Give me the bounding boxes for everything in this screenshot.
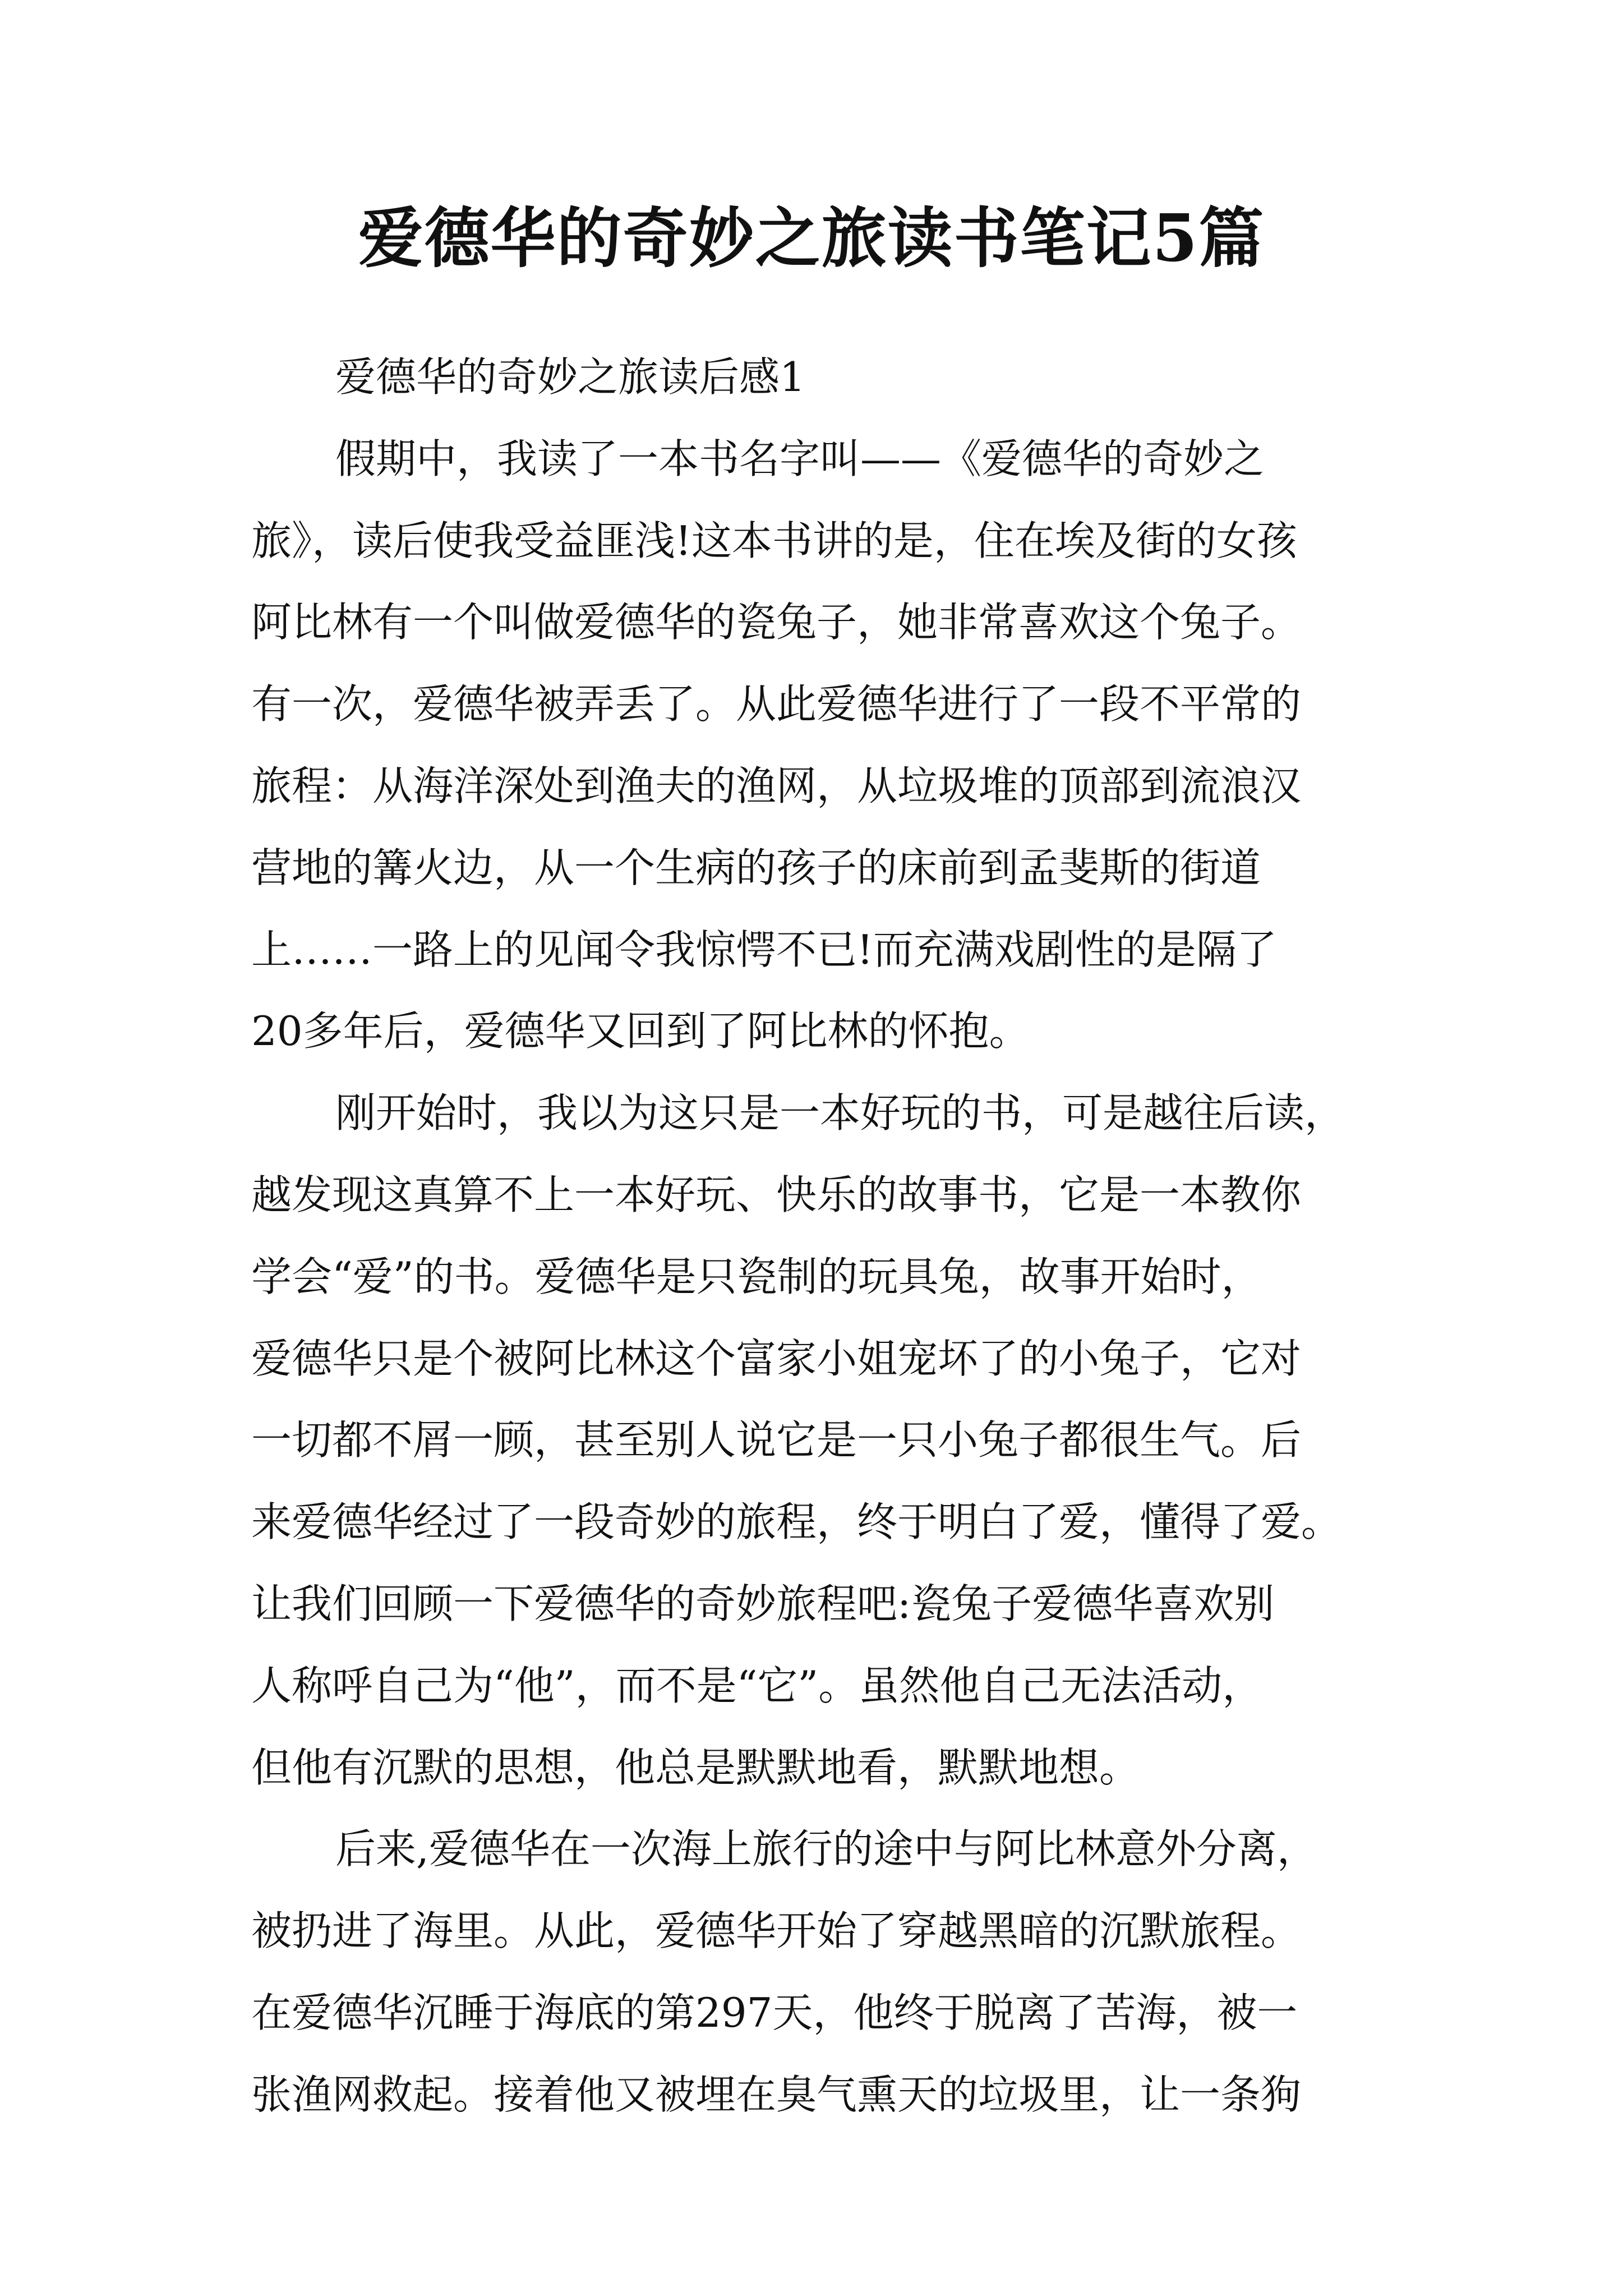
- text-line: 来爱德华经过了一段奇妙的旅程，终于明白了爱，懂得了爱。: [251, 1498, 1342, 1546]
- text-line: 后来,爱德华在一次海上旅行的途中与阿比林意外分离，: [335, 1825, 1317, 1873]
- text-line: 营地的篝火边，从一个生病的孩子的床前到孟斐斯的街道: [251, 844, 1261, 891]
- text-line: 让我们回顾一下爱德华的奇妙旅程吧:瓷兔子爱德华喜欢别: [251, 1580, 1275, 1627]
- text-line: 有一次，爱德华被弄丢了。从此爱德华进行了一段不平常的: [251, 680, 1302, 728]
- text-line: 爱德华只是个被阿比林这个富家小姐宠坏了的小兔子，它对: [251, 1335, 1302, 1382]
- section-subtitle: 爱德华的奇妙之旅读后感1: [335, 353, 805, 401]
- text-line: 假期中，我读了一本书名字叫——《爱德华的奇妙之: [335, 435, 1265, 482]
- paragraph: [251, 1809, 1373, 2136]
- text-line: 张渔网救起。接着他又被埋在臭气熏天的垃圾里，让一条狗: [251, 2070, 1302, 2118]
- text-line: 旅程：从海洋深处到渔夫的渔网，从垃圾堆的顶部到流浪汉: [251, 762, 1302, 809]
- text-line: 20多年后，爱德华又回到了阿比林的怀抱。: [251, 1007, 1030, 1055]
- paragraph: [251, 1073, 1373, 1809]
- text-line: 阿比林有一个叫做爱德华的瓷兔子，她非常喜欢这个兔子。: [251, 599, 1302, 646]
- text-line: 学会“爱”的书。爱德华是只瓷制的玩具兔，故事开始时，: [251, 1253, 1262, 1300]
- text-line: 但他有沉默的思想，他总是默默地看，默默地想。: [251, 1743, 1140, 1791]
- text-line: 越发现这真算不上一本好玩、快乐的故事书，它是一本教你: [251, 1171, 1302, 1218]
- text-line: 旅》，读后使我受益匪浅!这本书讲的是，住在埃及街的女孩: [251, 517, 1297, 564]
- text-line: 在爱德华沉睡于海底的第297天，他终于脱离了苦海，被一: [251, 1989, 1298, 2036]
- text-line: 人称呼自己为“他”，而不是“它”。虽然他自己无法活动，: [251, 1662, 1263, 1709]
- paragraph: [251, 418, 1373, 1073]
- text-line: 刚开始时，我以为这只是一本好玩的书，可是越往后读，: [335, 1089, 1345, 1137]
- text-line: 被扔进了海里。从此，爱德华开始了穿越黑暗的沉默旅程。: [251, 1907, 1302, 1955]
- document-title: 爱德华的奇妙之旅读书笔记5篇: [358, 200, 1265, 277]
- document-body: [251, 337, 1373, 2136]
- text-line: 一切都不屑一顾，甚至别人说它是一只小兔子都很生气。后: [251, 1416, 1302, 1464]
- text-line: 上……一路上的见闻令我惊愕不已!而充满戏剧性的是隔了: [251, 926, 1277, 973]
